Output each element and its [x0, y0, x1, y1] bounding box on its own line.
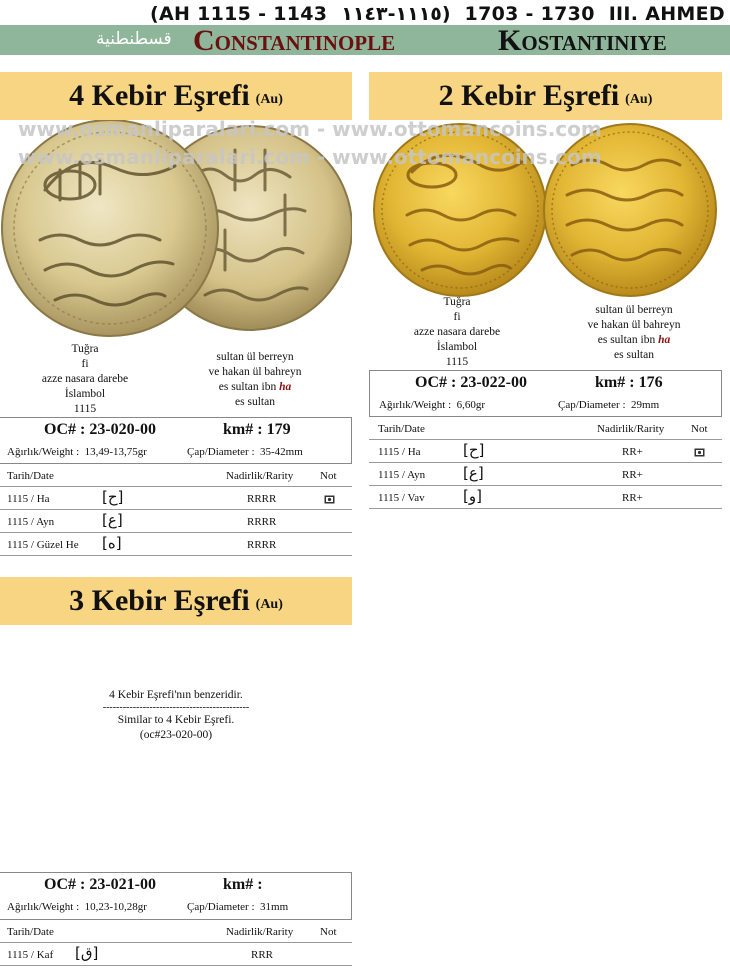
reverse-caption-2-kebir	[569, 303, 699, 363]
km-label: km# :	[595, 374, 635, 391]
watermark-line-1: www.osmanliparalari.com - www.ottomancoins.com	[18, 117, 602, 141]
caption-line: fi	[81, 358, 89, 370]
row-rarity: RR+	[622, 469, 643, 481]
header-rarity: Nadirlik/Rarity	[226, 470, 294, 482]
km-number	[223, 421, 291, 439]
caption-line: Tuğra	[71, 343, 99, 355]
diameter-value: 35-42mm	[260, 446, 303, 458]
caption-line: İslambol	[64, 388, 106, 400]
coin-title: 4 Kebir Eşrefi	[69, 79, 250, 112]
row-mint-letter: [ع]	[463, 464, 484, 482]
caption-line: sultan ül berreyn	[595, 304, 673, 316]
oc-number	[415, 374, 527, 392]
table-row	[0, 944, 352, 966]
header-note: Not	[320, 926, 337, 938]
km-label: km# :	[223, 421, 263, 438]
km-label: km# :	[223, 876, 263, 893]
caption-line: 1115	[445, 356, 469, 368]
diameter	[187, 446, 303, 458]
header-note: Not	[320, 470, 337, 482]
note-line: 4 Kebir Eşrefi'nın benzeridir.	[109, 689, 243, 701]
coin-metal: (Au)	[255, 597, 283, 612]
weight-label: Ağırlık/Weight :	[379, 399, 452, 411]
km-value: 176	[638, 374, 663, 391]
table-row	[369, 487, 722, 509]
city-name-english: Constantinople	[193, 24, 396, 57]
row-date: 1115 / Ha	[378, 446, 421, 458]
row-mint-letter: [ق]	[75, 944, 99, 962]
row-date: 1115 / Ayn	[7, 516, 55, 528]
caption-line: es sultan	[614, 349, 654, 361]
km-number	[595, 374, 663, 392]
coin-metal: (Au)	[625, 92, 653, 107]
row-rarity: RRR	[251, 949, 274, 961]
header-date: Tarih/Date	[7, 926, 54, 938]
oc-value: 23-021-00	[89, 876, 156, 893]
weight-value: 13,49-13,75gr	[84, 446, 147, 458]
similar-note	[0, 688, 352, 743]
oc-number	[44, 421, 156, 439]
info-box-4-kebir	[0, 417, 352, 464]
header-rarity: Nadirlik/Rarity	[226, 926, 294, 938]
table-header	[0, 921, 352, 943]
row-mint-letter: [و]	[463, 487, 482, 505]
weight-value: 10,23-10,28gr	[84, 901, 147, 913]
km-value: 179	[266, 421, 291, 438]
ah-range: (AH 1115 - 1143	[150, 3, 328, 25]
row-rarity: RR+	[622, 446, 643, 458]
caption-line: fi	[453, 311, 461, 323]
ah-range-arabic: ١١١٥-١١٤٣)	[341, 3, 451, 25]
obverse-caption-4-kebir	[20, 342, 150, 417]
caption-line: ve hakan ül bahreyn	[587, 319, 681, 331]
oc-label: OC# :	[44, 876, 86, 893]
weight-label: Ağırlık/Weight :	[7, 901, 80, 913]
row-rarity: RR+	[622, 492, 643, 504]
table-row	[0, 488, 352, 510]
reverse-caption-4-kebir	[190, 350, 320, 410]
header-line	[150, 2, 725, 26]
weight	[7, 446, 147, 458]
diameter	[187, 901, 288, 913]
section-title-4-kebir	[0, 72, 352, 120]
obverse-caption-2-kebir	[392, 295, 522, 370]
oc-value: 23-020-00	[89, 421, 156, 438]
row-mint-letter: [ع]	[102, 511, 123, 529]
row-mint-letter: [ح]	[102, 488, 124, 506]
row-rarity: RRRR	[247, 493, 277, 505]
mint-letter-ha: ha	[279, 381, 292, 393]
note-divider: --------------------------------------------	[102, 702, 250, 713]
table-row	[0, 534, 352, 556]
info-box-3-kebir	[0, 872, 352, 920]
caption-line: ve hakan ül bahreyn	[208, 366, 302, 378]
row-date: 1115 / Ayn	[378, 469, 426, 481]
table-row	[0, 511, 352, 533]
diameter-label: Çap/Diameter :	[187, 446, 255, 458]
coin-metal: (Au)	[255, 92, 283, 107]
caption-line	[569, 333, 699, 348]
coin-title: 3 Kebir Eşrefi	[69, 584, 250, 617]
city-name-turkish: Kostantiniye	[498, 24, 667, 57]
note-line: Similar to 4 Kebir Eşrefi.	[117, 714, 235, 726]
weight-label: Ağırlık/Weight :	[7, 446, 80, 458]
table-header	[0, 465, 352, 487]
diameter-value: 31mm	[260, 901, 289, 913]
caption-line: Tuğra	[443, 296, 471, 308]
header-date: Tarih/Date	[7, 470, 54, 482]
ce-range: 1703 - 1730	[464, 3, 595, 25]
row-rarity: RRRR	[247, 516, 277, 528]
section-title-3-kebir	[0, 577, 352, 625]
table-header	[369, 418, 722, 440]
photo-icon[interactable]	[324, 494, 335, 507]
caption-line: İslambol	[436, 341, 478, 353]
info-box-2-kebir	[369, 370, 722, 417]
photo-icon[interactable]	[694, 447, 705, 460]
table-row	[369, 441, 722, 463]
oc-label: OC# :	[415, 374, 457, 391]
header-note: Not	[691, 423, 708, 435]
oc-number	[44, 876, 156, 894]
ruler-name: III. AHMED	[608, 3, 725, 25]
header-date: Tarih/Date	[378, 423, 425, 435]
row-mint-letter: [ه]	[102, 534, 122, 552]
weight-value: 6,60gr	[456, 399, 486, 411]
caption-text: es sultan ibn	[597, 334, 656, 346]
row-rarity: RRRR	[247, 539, 277, 551]
rarity-table-3-kebir	[0, 921, 352, 971]
diameter-label: Çap/Diameter :	[558, 399, 626, 411]
caption-line: sultan ül berreyn	[216, 351, 294, 363]
row-date: 1115 / Güzel He	[7, 539, 79, 551]
row-date: 1115 / Vav	[378, 492, 425, 504]
oc-value: 23-022-00	[460, 374, 527, 391]
row-mint-letter: [ح]	[463, 441, 485, 459]
km-number	[223, 876, 263, 894]
header-rarity: Nadirlik/Rarity	[597, 423, 665, 435]
rarity-table-4-kebir	[0, 465, 352, 560]
rarity-table-2-kebir	[369, 418, 722, 513]
note-line: (oc#23-020-00)	[139, 729, 213, 741]
caption-line: es sultan	[235, 396, 275, 408]
section-title-2-kebir	[369, 72, 722, 120]
diameter-value: 29mm	[631, 399, 660, 411]
weight	[7, 901, 147, 913]
caption-text: es sultan ibn	[218, 381, 277, 393]
diameter	[558, 399, 659, 411]
caption-line: azze nasara darebe	[41, 373, 129, 385]
row-date: 1115 / Ha	[7, 493, 50, 505]
caption-line	[190, 380, 320, 395]
coin-title: 2 Kebir Eşrefi	[438, 79, 620, 112]
diameter-label: Çap/Diameter :	[187, 901, 255, 913]
caption-line: azze nasara darebe	[413, 326, 501, 338]
city-name-arabic: قسطنطنية	[96, 29, 172, 49]
caption-line: 1115	[73, 403, 97, 415]
row-date: 1115 / Kaf	[7, 949, 54, 961]
mint-letter-ha: ha	[658, 334, 671, 346]
watermark-line-2: www.osmanliparalari.com - www.ottomancoins.com	[18, 145, 602, 169]
oc-label: OC# :	[44, 421, 86, 438]
weight	[379, 399, 485, 411]
table-row	[369, 464, 722, 486]
